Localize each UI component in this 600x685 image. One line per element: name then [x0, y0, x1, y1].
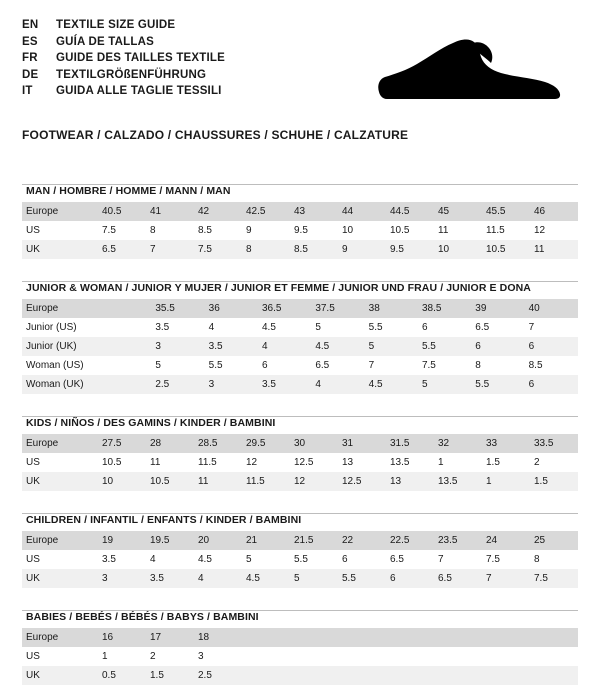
- row-label: UK: [22, 240, 98, 259]
- category-heading: FOOTWEAR / CALZADO / CHAUSSURES / SCHUHE / CALZATURE: [22, 128, 409, 142]
- size-cell: [98, 337, 151, 356]
- language-code: DE: [22, 68, 39, 81]
- size-cell: 3.5: [146, 569, 194, 588]
- dress-shoe-icon: [368, 32, 568, 112]
- section-title: BABIES / BEBÉS / BÉBÉS / BABYS / BAMBINI: [26, 611, 259, 623]
- row-label: US: [22, 647, 98, 666]
- size-cell: 42: [194, 202, 242, 221]
- size-cell: 41: [146, 202, 194, 221]
- size-cell: 5: [365, 337, 418, 356]
- size-cell: [530, 647, 578, 666]
- language-row: [22, 68, 225, 84]
- size-cell: [434, 628, 482, 647]
- size-cell: 12.5: [338, 472, 386, 491]
- row-label: US: [22, 550, 98, 569]
- table-row: [22, 434, 578, 453]
- size-cell: 5.5: [338, 569, 386, 588]
- document-header: [22, 18, 578, 112]
- size-cell: 32: [434, 434, 482, 453]
- size-cell: 38: [365, 299, 418, 318]
- size-cell: 12: [530, 221, 578, 240]
- size-cell: 5.5: [290, 550, 338, 569]
- language-title-list: [22, 18, 225, 100]
- size-cell: [242, 628, 290, 647]
- size-cell: 13.5: [386, 453, 434, 472]
- language-code: EN: [22, 19, 39, 31]
- size-cell: 10.5: [146, 472, 194, 491]
- size-cell: 28: [146, 434, 194, 453]
- size-cell: 8.5: [194, 221, 242, 240]
- size-cell: 7.5: [482, 550, 530, 569]
- size-cell: 7: [365, 356, 418, 375]
- size-cell: 7.5: [530, 569, 578, 588]
- language-title: TEXTILGRÖßENFÜHRUNG: [56, 68, 207, 81]
- size-cell: 37.5: [311, 299, 364, 318]
- size-cell: [98, 318, 151, 337]
- size-cell: 11.5: [482, 221, 530, 240]
- size-cell: [482, 666, 530, 685]
- size-section: [22, 513, 578, 588]
- size-cell: [242, 647, 290, 666]
- size-table: [22, 202, 578, 259]
- size-cell: 21: [242, 531, 290, 550]
- size-cell: 5.5: [205, 356, 258, 375]
- size-cell: 21.5: [290, 531, 338, 550]
- size-cell: 6: [471, 337, 524, 356]
- size-cell: 40.5: [98, 202, 146, 221]
- size-cell: 6: [386, 569, 434, 588]
- size-cell: 3: [98, 569, 146, 588]
- size-cell: 11.5: [242, 472, 290, 491]
- size-cell: 4: [146, 550, 194, 569]
- size-cell: 3: [194, 647, 242, 666]
- size-cell: 5: [418, 375, 471, 394]
- size-cell: [98, 375, 151, 394]
- size-cell: 6: [338, 550, 386, 569]
- size-cell: 4: [194, 569, 242, 588]
- size-section: [22, 281, 578, 394]
- table-row: [22, 337, 578, 356]
- size-cell: 9.5: [386, 240, 434, 259]
- language-row: [22, 35, 225, 51]
- size-cell: 33: [482, 434, 530, 453]
- size-cell: 5: [151, 356, 204, 375]
- size-cell: 10.5: [482, 240, 530, 259]
- row-label: UK: [22, 472, 98, 491]
- size-cell: 1: [482, 472, 530, 491]
- size-cell: 18: [194, 628, 242, 647]
- size-cell: 27.5: [98, 434, 146, 453]
- section-title: KIDS / NIÑOS / DES GAMINS / KINDER / BAMBINI: [26, 417, 276, 429]
- size-cell: 12: [242, 453, 290, 472]
- size-cell: 16: [98, 628, 146, 647]
- size-cell: 45: [434, 202, 482, 221]
- size-cell: 19.5: [146, 531, 194, 550]
- table-row: [22, 453, 578, 472]
- language-row: [22, 84, 225, 100]
- size-cell: 28.5: [194, 434, 242, 453]
- size-cell: 8.5: [290, 240, 338, 259]
- size-cell: 11: [146, 453, 194, 472]
- size-cell: 3: [151, 337, 204, 356]
- size-table: [22, 299, 578, 394]
- size-cell: [386, 628, 434, 647]
- size-cell: 2.5: [194, 666, 242, 685]
- language-code: IT: [22, 85, 33, 97]
- size-cell: 6: [525, 375, 578, 394]
- row-label: Europe: [22, 531, 98, 550]
- language-title: GUIDE DES TAILLES TEXTILE: [56, 52, 225, 64]
- size-cell: [482, 628, 530, 647]
- size-cell: 36.5: [258, 299, 311, 318]
- size-sections: [22, 184, 578, 685]
- language-title: GUIDA ALLE TAGLIE TESSILI: [56, 85, 222, 97]
- size-cell: 1.5: [146, 666, 194, 685]
- table-row: [22, 647, 578, 666]
- size-cell: 7.5: [194, 240, 242, 259]
- size-cell: 11: [434, 221, 482, 240]
- size-table: [22, 434, 578, 491]
- size-cell: 8.5: [525, 356, 578, 375]
- table-row: [22, 569, 578, 588]
- size-cell: [530, 628, 578, 647]
- table-row: [22, 202, 578, 221]
- size-cell: [338, 666, 386, 685]
- table-row: [22, 472, 578, 491]
- size-cell: 42.5: [242, 202, 290, 221]
- size-cell: 10: [434, 240, 482, 259]
- row-label: Europe: [22, 434, 98, 453]
- size-cell: 25: [530, 531, 578, 550]
- size-cell: 35.5: [151, 299, 204, 318]
- size-cell: 7.5: [98, 221, 146, 240]
- size-cell: 6.5: [386, 550, 434, 569]
- size-cell: 5.5: [365, 318, 418, 337]
- size-cell: 6: [525, 337, 578, 356]
- size-cell: 11: [194, 472, 242, 491]
- size-section: [22, 610, 578, 685]
- size-cell: 1.5: [482, 453, 530, 472]
- size-cell: 10.5: [386, 221, 434, 240]
- row-label: Woman (UK): [22, 375, 98, 394]
- size-cell: 10.5: [98, 453, 146, 472]
- section-title: JUNIOR & WOMAN / JUNIOR Y MUJER / JUNIOR ET FEMME / JUNIOR UND FRAU / JUNIOR E DONA: [26, 282, 531, 294]
- size-cell: 7: [434, 550, 482, 569]
- size-table: [22, 531, 578, 588]
- table-row: [22, 240, 578, 259]
- size-cell: 9: [338, 240, 386, 259]
- row-label: Junior (UK): [22, 337, 98, 356]
- size-cell: 4: [258, 337, 311, 356]
- size-cell: 6: [258, 356, 311, 375]
- size-cell: 13.5: [434, 472, 482, 491]
- table-row: [22, 221, 578, 240]
- size-cell: 3.5: [98, 550, 146, 569]
- row-label: UK: [22, 569, 98, 588]
- size-cell: 10: [338, 221, 386, 240]
- size-cell: 43: [290, 202, 338, 221]
- size-cell: 45.5: [482, 202, 530, 221]
- size-cell: 4.5: [258, 318, 311, 337]
- size-cell: 9: [242, 221, 290, 240]
- size-cell: [386, 647, 434, 666]
- size-cell: [338, 647, 386, 666]
- size-cell: [290, 666, 338, 685]
- table-row: [22, 628, 578, 647]
- size-cell: 3.5: [258, 375, 311, 394]
- size-cell: 1: [434, 453, 482, 472]
- size-cell: 6.5: [311, 356, 364, 375]
- size-cell: 7: [146, 240, 194, 259]
- size-cell: [530, 666, 578, 685]
- table-row: [22, 356, 578, 375]
- size-cell: 4.5: [365, 375, 418, 394]
- size-cell: 3.5: [151, 318, 204, 337]
- section-title: MAN / HOMBRE / HOMME / MANN / MAN: [26, 185, 231, 197]
- size-cell: 4: [311, 375, 364, 394]
- size-cell: 8: [146, 221, 194, 240]
- language-code: ES: [22, 35, 38, 48]
- size-cell: 22.5: [386, 531, 434, 550]
- row-label: UK: [22, 666, 98, 685]
- size-cell: 11.5: [194, 453, 242, 472]
- size-cell: [434, 647, 482, 666]
- size-cell: 12.5: [290, 453, 338, 472]
- size-cell: 4.5: [242, 569, 290, 588]
- size-cell: 40: [525, 299, 578, 318]
- size-cell: 38.5: [418, 299, 471, 318]
- language-row: [22, 51, 225, 67]
- size-cell: 0.5: [98, 666, 146, 685]
- size-cell: 2.5: [151, 375, 204, 394]
- size-cell: 2: [146, 647, 194, 666]
- size-cell: [338, 628, 386, 647]
- size-cell: 46: [530, 202, 578, 221]
- size-cell: 30: [290, 434, 338, 453]
- size-cell: 3: [205, 375, 258, 394]
- size-cell: 3.5: [205, 337, 258, 356]
- size-cell: 4.5: [194, 550, 242, 569]
- size-cell: 1.5: [530, 472, 578, 491]
- size-cell: 7.5: [418, 356, 471, 375]
- size-cell: [482, 647, 530, 666]
- size-cell: 6: [418, 318, 471, 337]
- row-label: Woman (US): [22, 356, 98, 375]
- row-label: US: [22, 221, 98, 240]
- table-row: [22, 550, 578, 569]
- size-cell: 22: [338, 531, 386, 550]
- size-cell: 8: [471, 356, 524, 375]
- size-cell: 10: [98, 472, 146, 491]
- size-cell: 4.5: [311, 337, 364, 356]
- language-code: FR: [22, 52, 38, 64]
- size-section: [22, 416, 578, 491]
- size-cell: [386, 666, 434, 685]
- size-cell: [290, 647, 338, 666]
- table-row: [22, 318, 578, 337]
- size-cell: 1: [98, 647, 146, 666]
- size-cell: 13: [386, 472, 434, 491]
- language-title: GUÍA DE TALLAS: [56, 35, 154, 48]
- size-cell: [98, 356, 151, 375]
- size-cell: 5: [290, 569, 338, 588]
- size-cell: [434, 666, 482, 685]
- size-cell: [242, 666, 290, 685]
- size-cell: 33.5: [530, 434, 578, 453]
- table-row: [22, 531, 578, 550]
- size-table: [22, 628, 578, 685]
- size-cell: 4: [205, 318, 258, 337]
- size-cell: 19: [98, 531, 146, 550]
- row-label: Junior (US): [22, 318, 98, 337]
- size-cell: 39: [471, 299, 524, 318]
- size-cell: 20: [194, 531, 242, 550]
- row-label: Europe: [22, 299, 98, 318]
- size-cell: 5: [311, 318, 364, 337]
- size-section: [22, 184, 578, 259]
- size-cell: 6.5: [471, 318, 524, 337]
- section-title: CHILDREN / INFANTIL / ENFANTS / KINDER / BAMBINI: [26, 514, 302, 526]
- size-cell: 44: [338, 202, 386, 221]
- size-cell: 2: [530, 453, 578, 472]
- size-cell: [98, 299, 151, 318]
- size-cell: 5.5: [418, 337, 471, 356]
- size-cell: 6.5: [434, 569, 482, 588]
- size-cell: 44.5: [386, 202, 434, 221]
- size-cell: 29.5: [242, 434, 290, 453]
- row-label: US: [22, 453, 98, 472]
- size-cell: 7: [482, 569, 530, 588]
- size-cell: 6.5: [98, 240, 146, 259]
- language-title: TEXTILE SIZE GUIDE: [56, 19, 176, 31]
- size-cell: 8: [242, 240, 290, 259]
- size-cell: [290, 628, 338, 647]
- table-row: [22, 299, 578, 318]
- row-label: Europe: [22, 202, 98, 221]
- size-cell: 13: [338, 453, 386, 472]
- size-cell: 8: [530, 550, 578, 569]
- row-label: Europe: [22, 628, 98, 647]
- size-cell: 31.5: [386, 434, 434, 453]
- size-cell: 12: [290, 472, 338, 491]
- language-row: [22, 18, 225, 34]
- size-cell: 7: [525, 318, 578, 337]
- size-cell: 5: [242, 550, 290, 569]
- size-cell: 11: [530, 240, 578, 259]
- size-cell: 24: [482, 531, 530, 550]
- size-cell: 17: [146, 628, 194, 647]
- size-cell: 36: [205, 299, 258, 318]
- size-cell: 9.5: [290, 221, 338, 240]
- size-cell: 31: [338, 434, 386, 453]
- size-cell: 5.5: [471, 375, 524, 394]
- table-row: [22, 375, 578, 394]
- size-cell: 23.5: [434, 531, 482, 550]
- table-row: [22, 666, 578, 685]
